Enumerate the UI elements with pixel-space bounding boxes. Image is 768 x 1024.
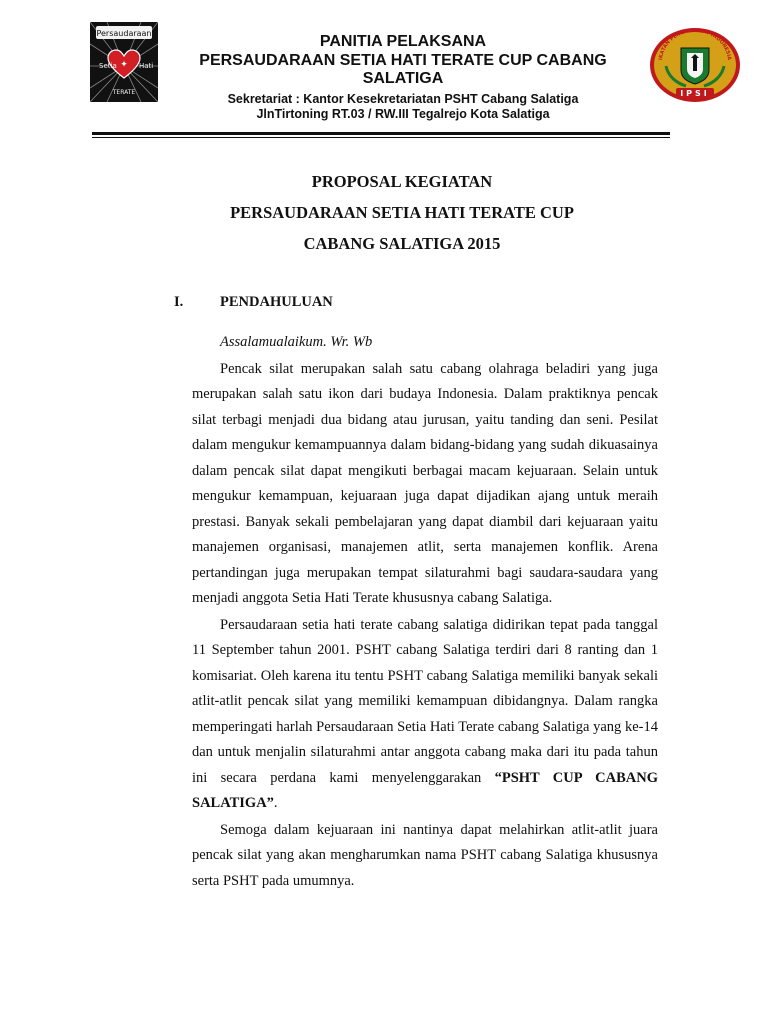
address-line: JlnTirtoning RT.03 / RW.III Tegalrejo Kota Salatiga [256,107,550,121]
proposal-title [92,166,712,259]
ipsi-emblem-icon [648,26,742,104]
paragraph-3: Semoga dalam kejuaraan ini nantinya dapat melahirkan atlit-atlit juara pencak silat yang akan mengharumkan nama PSHT cabang Salatiga khususnya serta PSHT pada umumnya. [192,821,658,889]
organization-name-line1: PERSAUDARAAN SETIA HATI TERATE CUP CABANG [199,52,607,69]
svg-text:✦: ✦ [120,59,128,69]
event-name-highlight: “PSHT CUP CABANG SALATIGA” [192,769,658,811]
organization-name [160,52,646,88]
section-number: I. [174,294,184,310]
greeting: Assalamualaikum. Wr. Wb [220,334,373,350]
logo-bottom-word: TERATE [112,89,136,96]
psht-logo [90,22,158,102]
logo-banner-text: Persaudaraan [96,29,152,38]
psht-emblem-icon [90,22,158,102]
committee-name: PANITIA PELAKSANA [319,33,487,50]
letterhead-rule-thick [92,132,670,135]
logo-right-word: Hati [139,62,154,70]
paragraph-2-end: . [273,795,278,811]
ipsi-arc-text: IKATAN PENCAK SILAT INDONESIA [658,27,732,61]
secretariat-line: Sekretariat : Kantor Kesekretariatan PSHT Cabang Salatiga [227,92,579,106]
section-title: PENDAHULUAN [220,294,333,310]
paragraph-2-text: Persaudaraan setia hati terate cabang salatiga didirikan tepat pada tanggal 11 September tahun 2001. PSHT cabang Salatiga terdiri dari 8 ranting dan 1 komisariat. Oleh karena itu tentu PSHT cabang Salatiga memiliki banyak sekali atlit-atlit pencak silat yang memiliki kemampuan dibidangnya. Dalam rangka memperingati harlah Persaudaraan Setia Hati Terate cabang Salatiga yang ke-14 dan untuk menjalin silaturahmi antar anggota cabang maka dari itu pada tahun ini secara perdana kami menyelenggarakan [192,616,658,786]
ipsi-acronym: IPSI [680,89,710,98]
ipsi-logo [648,26,742,104]
title-line-3: CABANG SALATIGA 2015 [303,234,501,253]
letterhead [160,32,646,122]
letterhead-rule-thin [92,137,670,138]
paragraph-2 [192,613,658,817]
section-body [192,330,658,895]
logo-left-word: Setia [99,62,117,70]
title-line-1: PROPOSAL KEGIATAN [311,172,493,191]
paragraph-1: Pencak silat merupakan salah satu cabang olahraga beladiri yang juga merupakan salah satu ikon dari budaya Indonesia. Dalam praktiknya pencak silat terbagi menjadi dua bidang atau jurusan, yaitu tanding dan seni. Pesilat dalam mengukur kemampuannya dalam bidang-bidang yang sudah dikuasainya dalam pencak silat dapat mengikuti berbagai macam kejuaraan. Selain untuk mengukur kemampuan, kejuaraan juga dapat dijadikan ajang untuk meraih prestasi. Banyak sekali pembelajaran yang dapat diambil dari kejuaraan yaitu manajemen organisasi, manajemen atlit, serta manajemen konflik. Arena pertandingan juga merupakan tempat silaturahmi bagi saudara-saudara yang menjadi anggota Setia Hati Terate khususnya cabang Salatiga. [192,360,658,606]
organization-name-line2: SALATIGA [362,70,444,87]
title-line-2: PERSAUDARAAN SETIA HATI TERATE CUP [230,203,574,222]
